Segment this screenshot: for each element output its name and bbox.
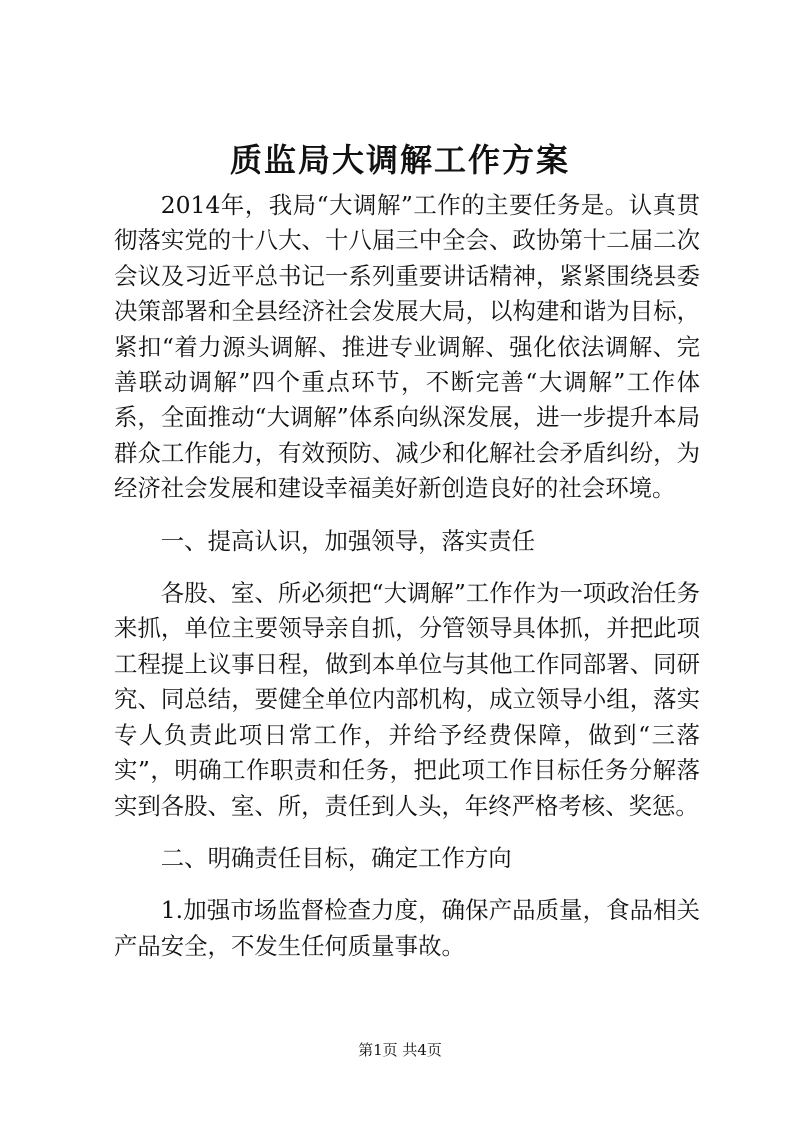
page-number-footer: 第1页 共4页 — [358, 1041, 442, 1059]
document-title: 质监局大调解工作方案 — [229, 141, 570, 179]
document-body — [114, 188, 700, 981]
paragraph-intro: 2014年，我局“大调解”工作的主要任务是。认真贯彻落实党的十八大、十八届三中全会、政协第十二届二次会议及习近平总书记一系列重要讲话精神，紧紧围绕县委决策部署和全县经济社会发展大局，以构建和谐为目标，紧扣“着力源头调解、推进专业调解、强化依法调解、完善联动调解”四个重点环节，不断完善“大调解”工作体系，全面推动“大调解”体系向纵深发展，进一步提升本局群众工作能力，有效预防、减少和化解社会矛盾纠纷，为经济社会发展和建设幸福美好新创造良好的社会环境。 — [114, 191, 700, 503]
paragraph-item-1: 1.加强市场监督检查力度，确保产品质量，食品相关产品安全，不发生任何质量事故。 — [114, 896, 700, 960]
section-heading-1: 一、提高认识，加强领导，落实责任 — [160, 526, 536, 555]
section-heading-2: 二、明确责任目标，确定工作方向 — [160, 843, 512, 872]
paragraph-section-1: 各股、室、所必须把“大调解”工作作为一项政治任务来抓，单位主要领导亲自抓，分管领导具体抓，并把此项工程提上议事日程，做到本单位与其他工作同部署、同研究、同总结，要健全单位内部机构，成立领导小组，落实专人负责此项日常工作，并给予经费保障，做到“三落实”，明确工作职责和任务，把此项工作目标任务分解落实到各股、室、所，责任到人头，年终严格考核、奖惩。 — [114, 579, 700, 820]
